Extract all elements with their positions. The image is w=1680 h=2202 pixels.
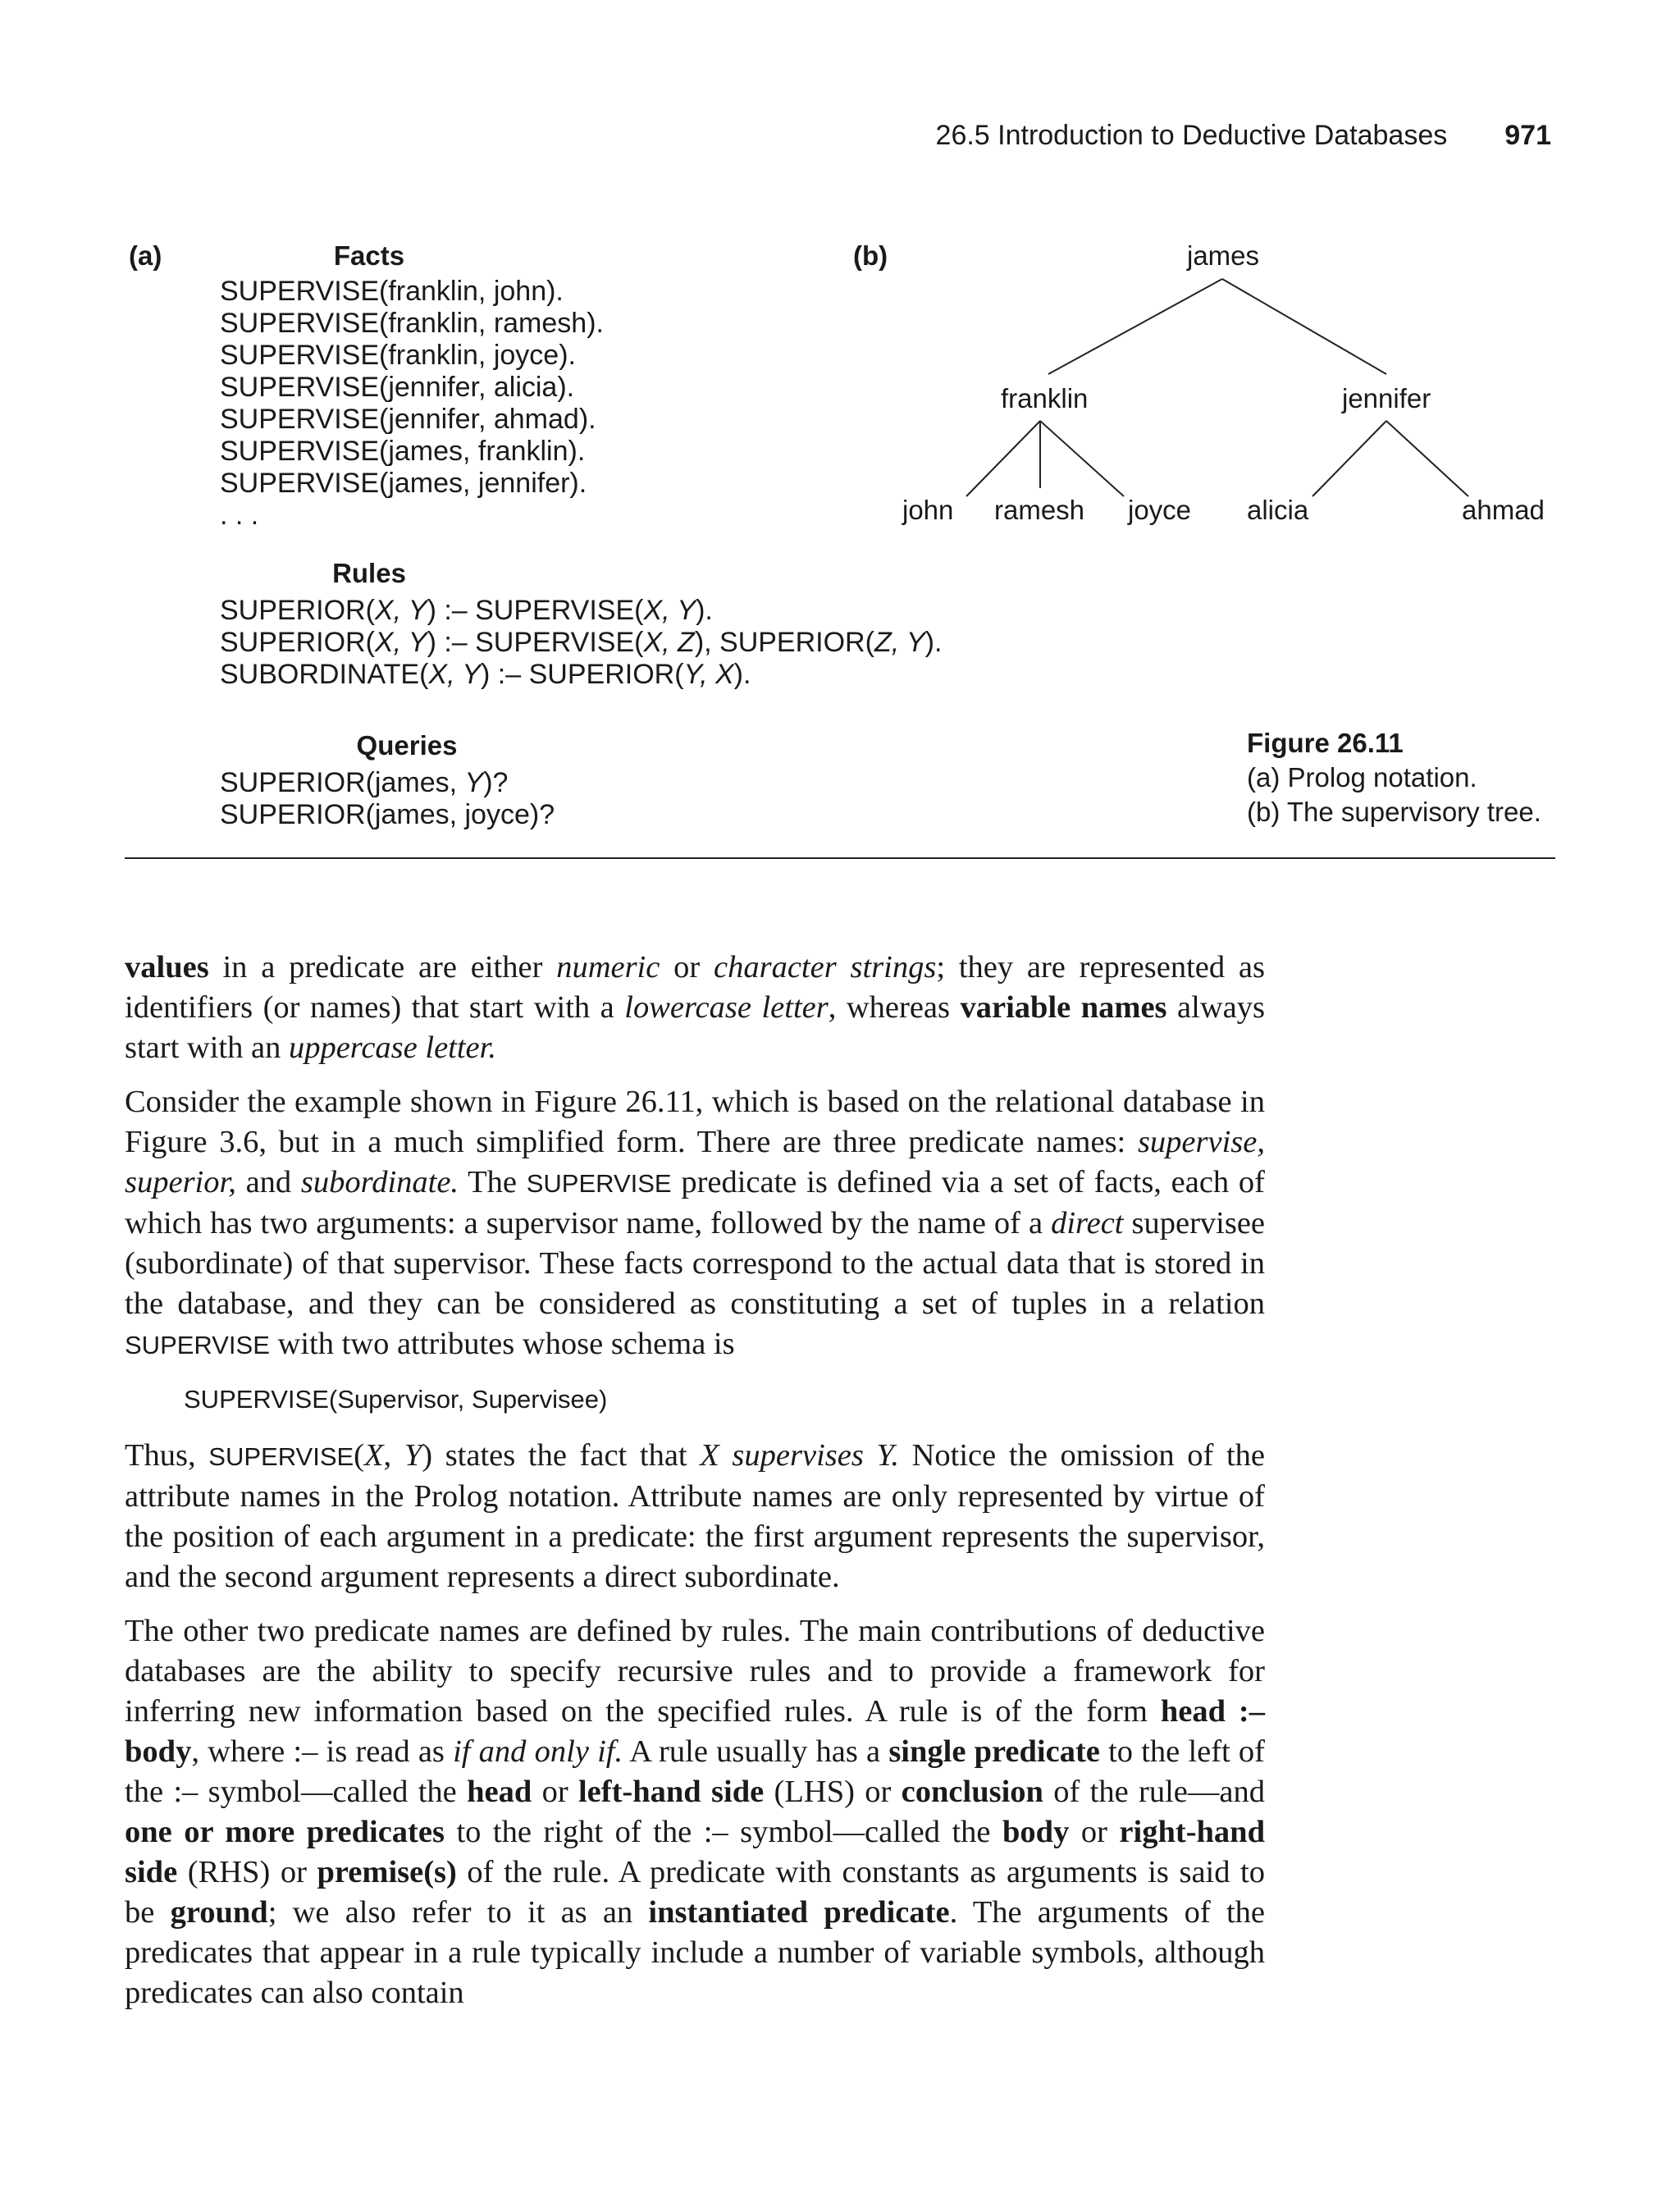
tree-node-jennifer: jennifer xyxy=(1342,383,1431,413)
paragraph: Thus, SUPERVISE(X, Y) states the fact that X supervises Y. Notice the omission of the attribute names in the Prolog notation. Attribute names are only represented by virtue of the position of each argument in a predicate: the first argument represents the supervisor, and the second argument represents a direct subordinate. xyxy=(125,1438,1266,1594)
fact-line: SUPERVISE(franklin, john). xyxy=(220,276,564,307)
tree-node-ramesh: ramesh xyxy=(994,495,1085,525)
page-number: 971 xyxy=(1504,120,1551,151)
edge-jennifer-alicia xyxy=(1312,421,1386,496)
caption-title: Figure 26.11 xyxy=(1247,728,1404,758)
rules-heading: Rules xyxy=(332,558,406,588)
fact-line: SUPERVISE(jennifer, alicia). xyxy=(220,372,575,403)
tree-node-joyce: joyce xyxy=(1128,495,1192,525)
edge-franklin-john xyxy=(966,421,1040,496)
section-title: 26.5 Introduction to Deductive Databases xyxy=(935,120,1448,151)
figure-caption xyxy=(1247,726,1541,829)
fact-line: SUPERVISE(james, jennifer). xyxy=(220,468,587,499)
queries-heading: Queries xyxy=(356,730,458,761)
rule-line: SUPERIOR(X, Y) :– SUPERVISE(X, Z), SUPERIOR(Z, Y). xyxy=(220,627,943,658)
query-line: SUPERIOR(james, joyce)? xyxy=(220,799,555,830)
caption-line: (a) Prolog notation. xyxy=(1247,762,1477,793)
paragraph: Consider the example shown in Figure 26.11, which is based on the relational database in Figure 3.6, but in a much simplified form. There are three predicate names: supervise, superior, and subordinate. The SUPERVISE predicate is defined via a set of facts, each of which has two arguments: a supervisor name, followed by the name of a direct supervisee (subordinate) of that supervisor. These facts correspond to the actual data that is stored in the database, and they can be considered as constituting a set of tuples in a relation SUPERVISE with two attributes whose schema is xyxy=(125,1085,1265,1361)
tree-node-franklin: franklin xyxy=(1001,383,1089,413)
rule-line: SUPERIOR(X, Y) :– SUPERVISE(X, Y). xyxy=(220,595,713,626)
paragraph: values in a predicate are either numeric or character strings; they are represented as identifiers (or names) that start with a lowercase letter, whereas variable names always start with an uppercase letter. xyxy=(125,950,1265,1065)
edge-franklin-joyce xyxy=(1040,421,1124,496)
schema-line: SUPERVISE(Supervisor, Supervisee) xyxy=(184,1385,608,1414)
fact-line: SUPERVISE(franklin, joyce). xyxy=(220,340,576,371)
paragraph: The other two predicate names are defined by rules. The main contributions of deductive databases are the ability to specify recursive rules and to provide a framework for inferring new information based on the specified rules. A rule is of the form head :– body, where :– is read as if and only if. A rule usually has a single predicate to the left of the :– symbol—called the head or left-hand side (LHS) or conclusion of the rule—and one or more predicates to the right of the :– symbol—called the body or right-hand side (RHS) or premise(s) of the rule. A predicate with constants as arguments is said to be ground; we also refer to it as an instantiated predicate. The arguments of the predicates that appear in a rule typically include a number of variable symbols, although predicates can also contain xyxy=(125,1614,1266,2010)
tree-node-james: james xyxy=(1187,240,1260,271)
edge-jennifer-ahmad xyxy=(1386,421,1468,496)
query-line: SUPERIOR(james, Y)? xyxy=(220,767,509,798)
fact-line: SUPERVISE(jennifer, ahmad). xyxy=(220,404,596,435)
rule-line: SUBORDINATE(X, Y) :– SUPERIOR(Y, X). xyxy=(220,659,751,690)
figure-divider xyxy=(125,857,1555,859)
edge-james-jennifer xyxy=(1222,279,1386,374)
queries-list xyxy=(220,767,555,831)
tree-node-alicia: alicia xyxy=(1247,495,1309,525)
tree-node-john: john xyxy=(902,495,954,525)
rules-list xyxy=(220,595,942,691)
figure-label-b: (b) xyxy=(853,240,888,271)
facts-heading: Facts xyxy=(333,240,405,271)
tree-node-ahmad: ahmad xyxy=(1462,495,1545,525)
edge-james-franklin xyxy=(1048,279,1222,374)
tree-edges xyxy=(0,0,1680,574)
fact-ellipsis: . . . xyxy=(220,500,259,531)
caption-line: (b) The supervisory tree. xyxy=(1247,797,1541,827)
fact-line: SUPERVISE(james, franklin). xyxy=(220,436,586,467)
body-text xyxy=(125,948,1265,2027)
figure-label-a: (a) xyxy=(129,240,162,271)
fact-line: SUPERVISE(franklin, ramesh). xyxy=(220,308,604,339)
